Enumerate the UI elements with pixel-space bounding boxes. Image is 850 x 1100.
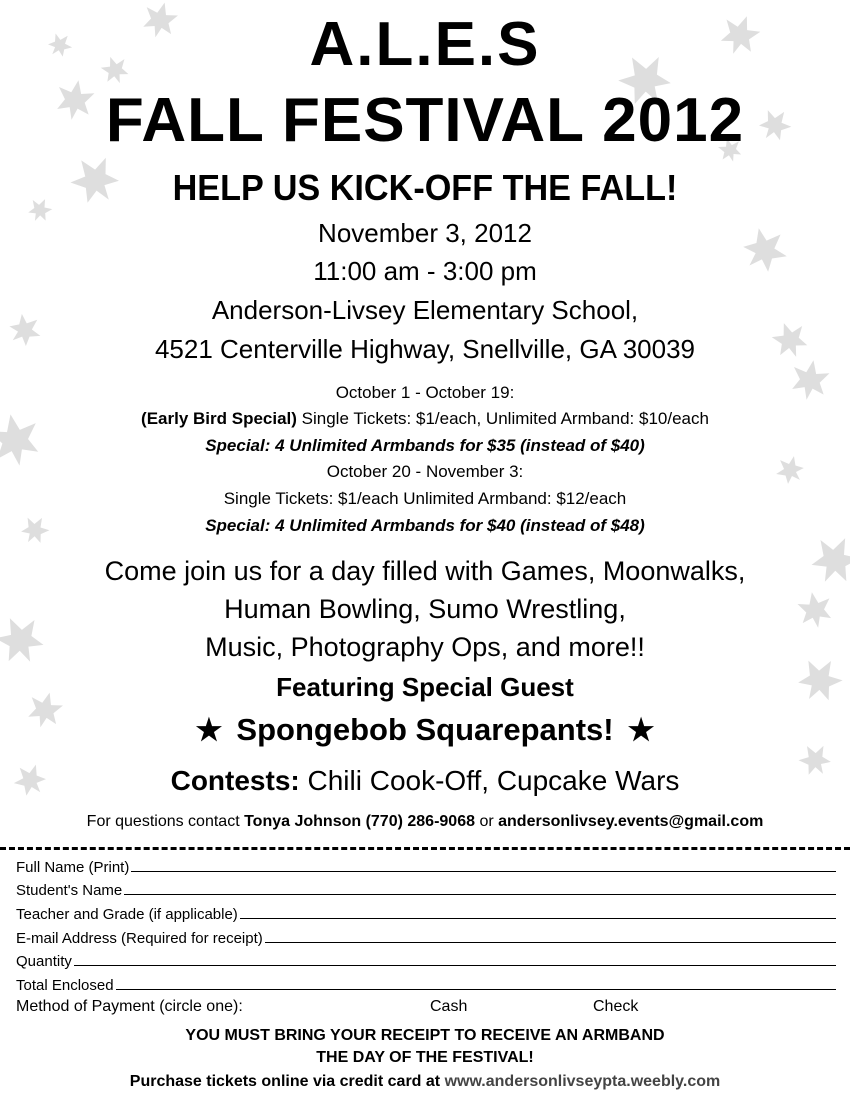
activities-line-1: Come join us for a day filled with Games, Moonwalks, — [104, 556, 746, 586]
payment-method-label: Method of Payment (circle one): — [16, 998, 243, 1015]
early-prices: Single Tickets: $1/each, Unlimited Armband: $10/each — [296, 409, 709, 428]
student-name-field[interactable] — [16, 877, 836, 899]
contact-line — [0, 811, 850, 833]
title-line-1: A.L.E.S — [309, 10, 541, 79]
email-field[interactable] — [16, 925, 836, 947]
quantity-input-line[interactable] — [74, 965, 836, 966]
cut-line — [0, 847, 850, 850]
contact-person: Tonya Johnson (770) 286-9068 — [244, 813, 475, 830]
late-special: Special: 4 Unlimited Armbands for $40 (instead of $48) — [205, 516, 645, 535]
event-time: 11:00 am - 3:00 pm — [313, 256, 537, 286]
field-label: Full Name (Print) — [16, 859, 130, 876]
star-icon: ★ — [627, 714, 655, 747]
late-prices: Single Tickets: $1/each Unlimited Armband: $12/each — [223, 489, 627, 508]
total-enclosed-field[interactable] — [16, 972, 836, 994]
early-bird-label: (Early Bird Special) — [141, 409, 297, 428]
event-address: 4521 Centerville Highway, Snellville, GA 30039 — [154, 334, 696, 364]
receipt-notice-line-1: YOU MUST BRING YOUR RECEIPT TO RECEIVE AN ARMBAND — [185, 1027, 665, 1044]
guest-name: Spongebob Squarepants! — [236, 712, 614, 747]
title-line-2: FALL FESTIVAL 2012 — [105, 86, 745, 155]
contact-or: or — [475, 813, 499, 830]
contact-prefix: For questions contact — [86, 813, 245, 830]
full-name-field[interactable] — [16, 854, 836, 876]
event-venue: Anderson-Livsey Elementary School, — [211, 295, 639, 325]
total-enclosed-input-line[interactable] — [116, 989, 836, 990]
early-pricing — [0, 407, 850, 431]
contact-email: andersonlivsey.events@gmail.com — [498, 813, 764, 830]
receipt-notice-line-2: THE DAY OF THE FESTIVAL! — [316, 1049, 534, 1066]
activities-line-3: Music, Photography Ops, and more!! — [205, 632, 645, 662]
tagline: HELP US KICK-OFF THE FALL! — [172, 167, 678, 208]
purchase-prefix: Purchase tickets online via credit card at — [129, 1073, 445, 1090]
field-label: Total Enclosed — [16, 977, 114, 994]
activities-line-2: Human Bowling, Sumo Wrestling, — [224, 594, 626, 624]
contests — [0, 762, 850, 800]
field-label: Quantity — [16, 953, 72, 970]
quantity-field[interactable] — [16, 948, 836, 970]
purchase-url-link[interactable]: www.andersonlivseypta.weebly.com — [444, 1073, 721, 1090]
star-icon: ★ — [195, 714, 223, 747]
contests-label: Contests: — [170, 765, 300, 796]
email-input-line[interactable] — [265, 942, 836, 943]
student-name-input-line[interactable] — [124, 894, 836, 895]
teacher-grade-field[interactable] — [16, 901, 836, 923]
payment-cash-option[interactable]: Cash — [430, 998, 468, 1015]
payment-check-option[interactable]: Check — [593, 998, 639, 1015]
field-label: Student's Name — [16, 882, 123, 899]
full-name-input-line[interactable] — [131, 871, 836, 872]
teacher-grade-input-line[interactable] — [240, 918, 836, 919]
contests-text: Chili Cook-Off, Cupcake Wars — [299, 765, 680, 796]
field-label: E-mail Address (Required for receipt) — [16, 930, 263, 947]
special-guest — [0, 710, 850, 751]
purchase-online — [0, 1071, 850, 1093]
early-period: October 1 - October 19: — [335, 383, 515, 402]
late-period: October 20 - November 3: — [326, 462, 524, 481]
event-date: November 3, 2012 — [318, 218, 532, 248]
field-label: Teacher and Grade (if applicable) — [16, 906, 238, 923]
early-special: Special: 4 Unlimited Armbands for $35 (instead of $40) — [205, 436, 645, 455]
featuring-heading: Featuring Special Guest — [276, 672, 574, 702]
